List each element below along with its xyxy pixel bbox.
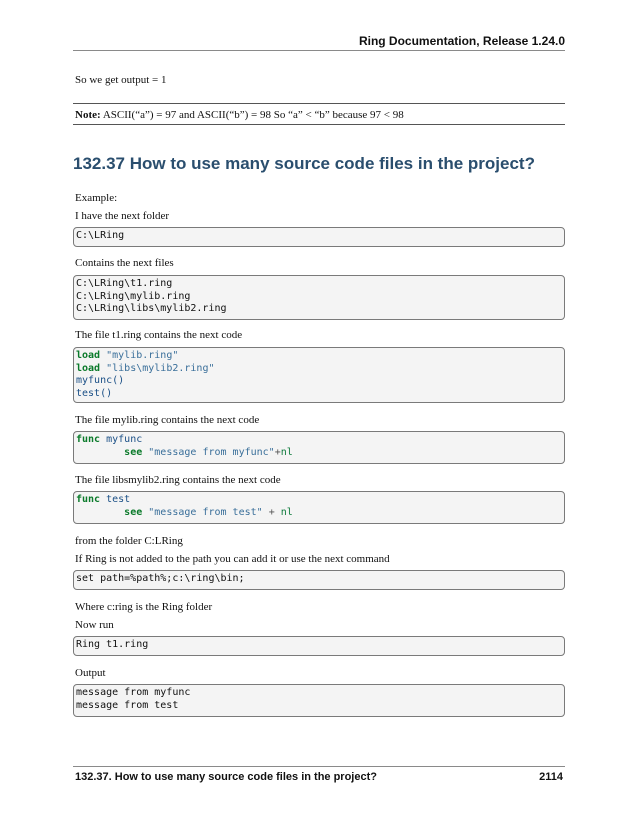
intro-text: So we get output = 1 — [75, 74, 167, 86]
para-output: Output — [75, 667, 106, 679]
note-box — [75, 109, 404, 121]
note-top-rule — [73, 103, 565, 104]
string-literal: "message from myfunc" — [148, 446, 275, 458]
para-contains-files: Contains the next files — [75, 257, 174, 269]
para-mylib-contains: The file mylib.ring contains the next code — [75, 414, 260, 426]
code-block-mylib2 — [73, 491, 565, 524]
code-block-files — [73, 275, 565, 320]
code-line: message from myfunc — [76, 687, 191, 698]
header-rule — [73, 50, 565, 51]
para-example: Example: — [75, 192, 118, 204]
para-libsmylib2-contains: The file libsmylib2.ring contains the next code — [75, 474, 281, 486]
para-where: Where c:ring is the Ring folder — [75, 601, 213, 613]
code-line-call-myfunc: myfunc() — [76, 375, 125, 387]
string-literal: "mylib.ring" — [106, 350, 179, 361]
keyword-see: see — [124, 446, 143, 458]
para-t1-contains: The file t1.ring contains the next code — [75, 329, 243, 341]
keyword-func: func — [76, 434, 101, 445]
code-line — [76, 507, 564, 520]
variable-nl: nl — [280, 446, 293, 458]
function-name: test — [106, 494, 131, 505]
code-block-mylib — [73, 431, 565, 464]
footer-rule — [73, 766, 565, 767]
string-literal: "message from test" — [148, 506, 263, 518]
variable-nl: nl — [280, 506, 293, 518]
code-line: Ring t1.ring — [76, 639, 149, 650]
code-block-t1 — [73, 347, 565, 403]
code-line: message from test — [76, 699, 179, 711]
code-line — [76, 350, 564, 363]
function-name: myfunc — [106, 434, 143, 445]
code-block-folder — [73, 227, 565, 247]
para-not-added: If Ring is not added to the path you can add it or use the next command — [75, 553, 390, 565]
page-header-title: Ring Documentation, Release 1.24.0 — [358, 34, 565, 48]
code-line: C:\LRing — [76, 230, 125, 241]
keyword-see: see — [124, 506, 143, 518]
code-block-path-command — [73, 570, 565, 590]
code-block-run-command — [73, 636, 565, 656]
para-have-folder: I have the next folder — [75, 210, 170, 222]
section-heading: 132.37 How to use many source code files in the project? — [73, 154, 535, 173]
code-line: C:\LRing\t1.ring — [76, 278, 173, 289]
code-line: set path=%path%;c:\ring\bin; — [76, 573, 245, 584]
note-label: Note: — [75, 109, 101, 121]
note-text: ASCII(“a”) = 97 and ASCII(“b”) = 98 So “a” < “b” because 97 < 98 — [102, 109, 404, 121]
para-now-run: Now run — [75, 619, 114, 631]
code-line-call-test: test() — [76, 387, 113, 399]
keyword-func: func — [76, 494, 101, 505]
code-line: C:\LRing\libs\mylib2.ring — [76, 303, 227, 315]
keyword-load: load — [76, 350, 101, 361]
footer-page-number: 2114 — [539, 771, 563, 783]
footer-section-title: 132.37. How to use many source code files in the project? — [75, 771, 377, 783]
code-line — [76, 363, 564, 376]
code-line — [76, 494, 564, 507]
operator: + — [268, 506, 275, 518]
code-line — [76, 434, 564, 447]
code-block-output — [73, 684, 565, 717]
string-literal: "libs\mylib2.ring" — [106, 362, 215, 374]
note-bottom-rule — [73, 124, 565, 125]
code-line: C:\LRing\mylib.ring — [76, 290, 191, 302]
para-from-folder: from the folder C:LRing — [75, 535, 183, 547]
operator: + — [274, 446, 281, 458]
code-line — [76, 447, 564, 460]
keyword-load: load — [76, 362, 101, 374]
